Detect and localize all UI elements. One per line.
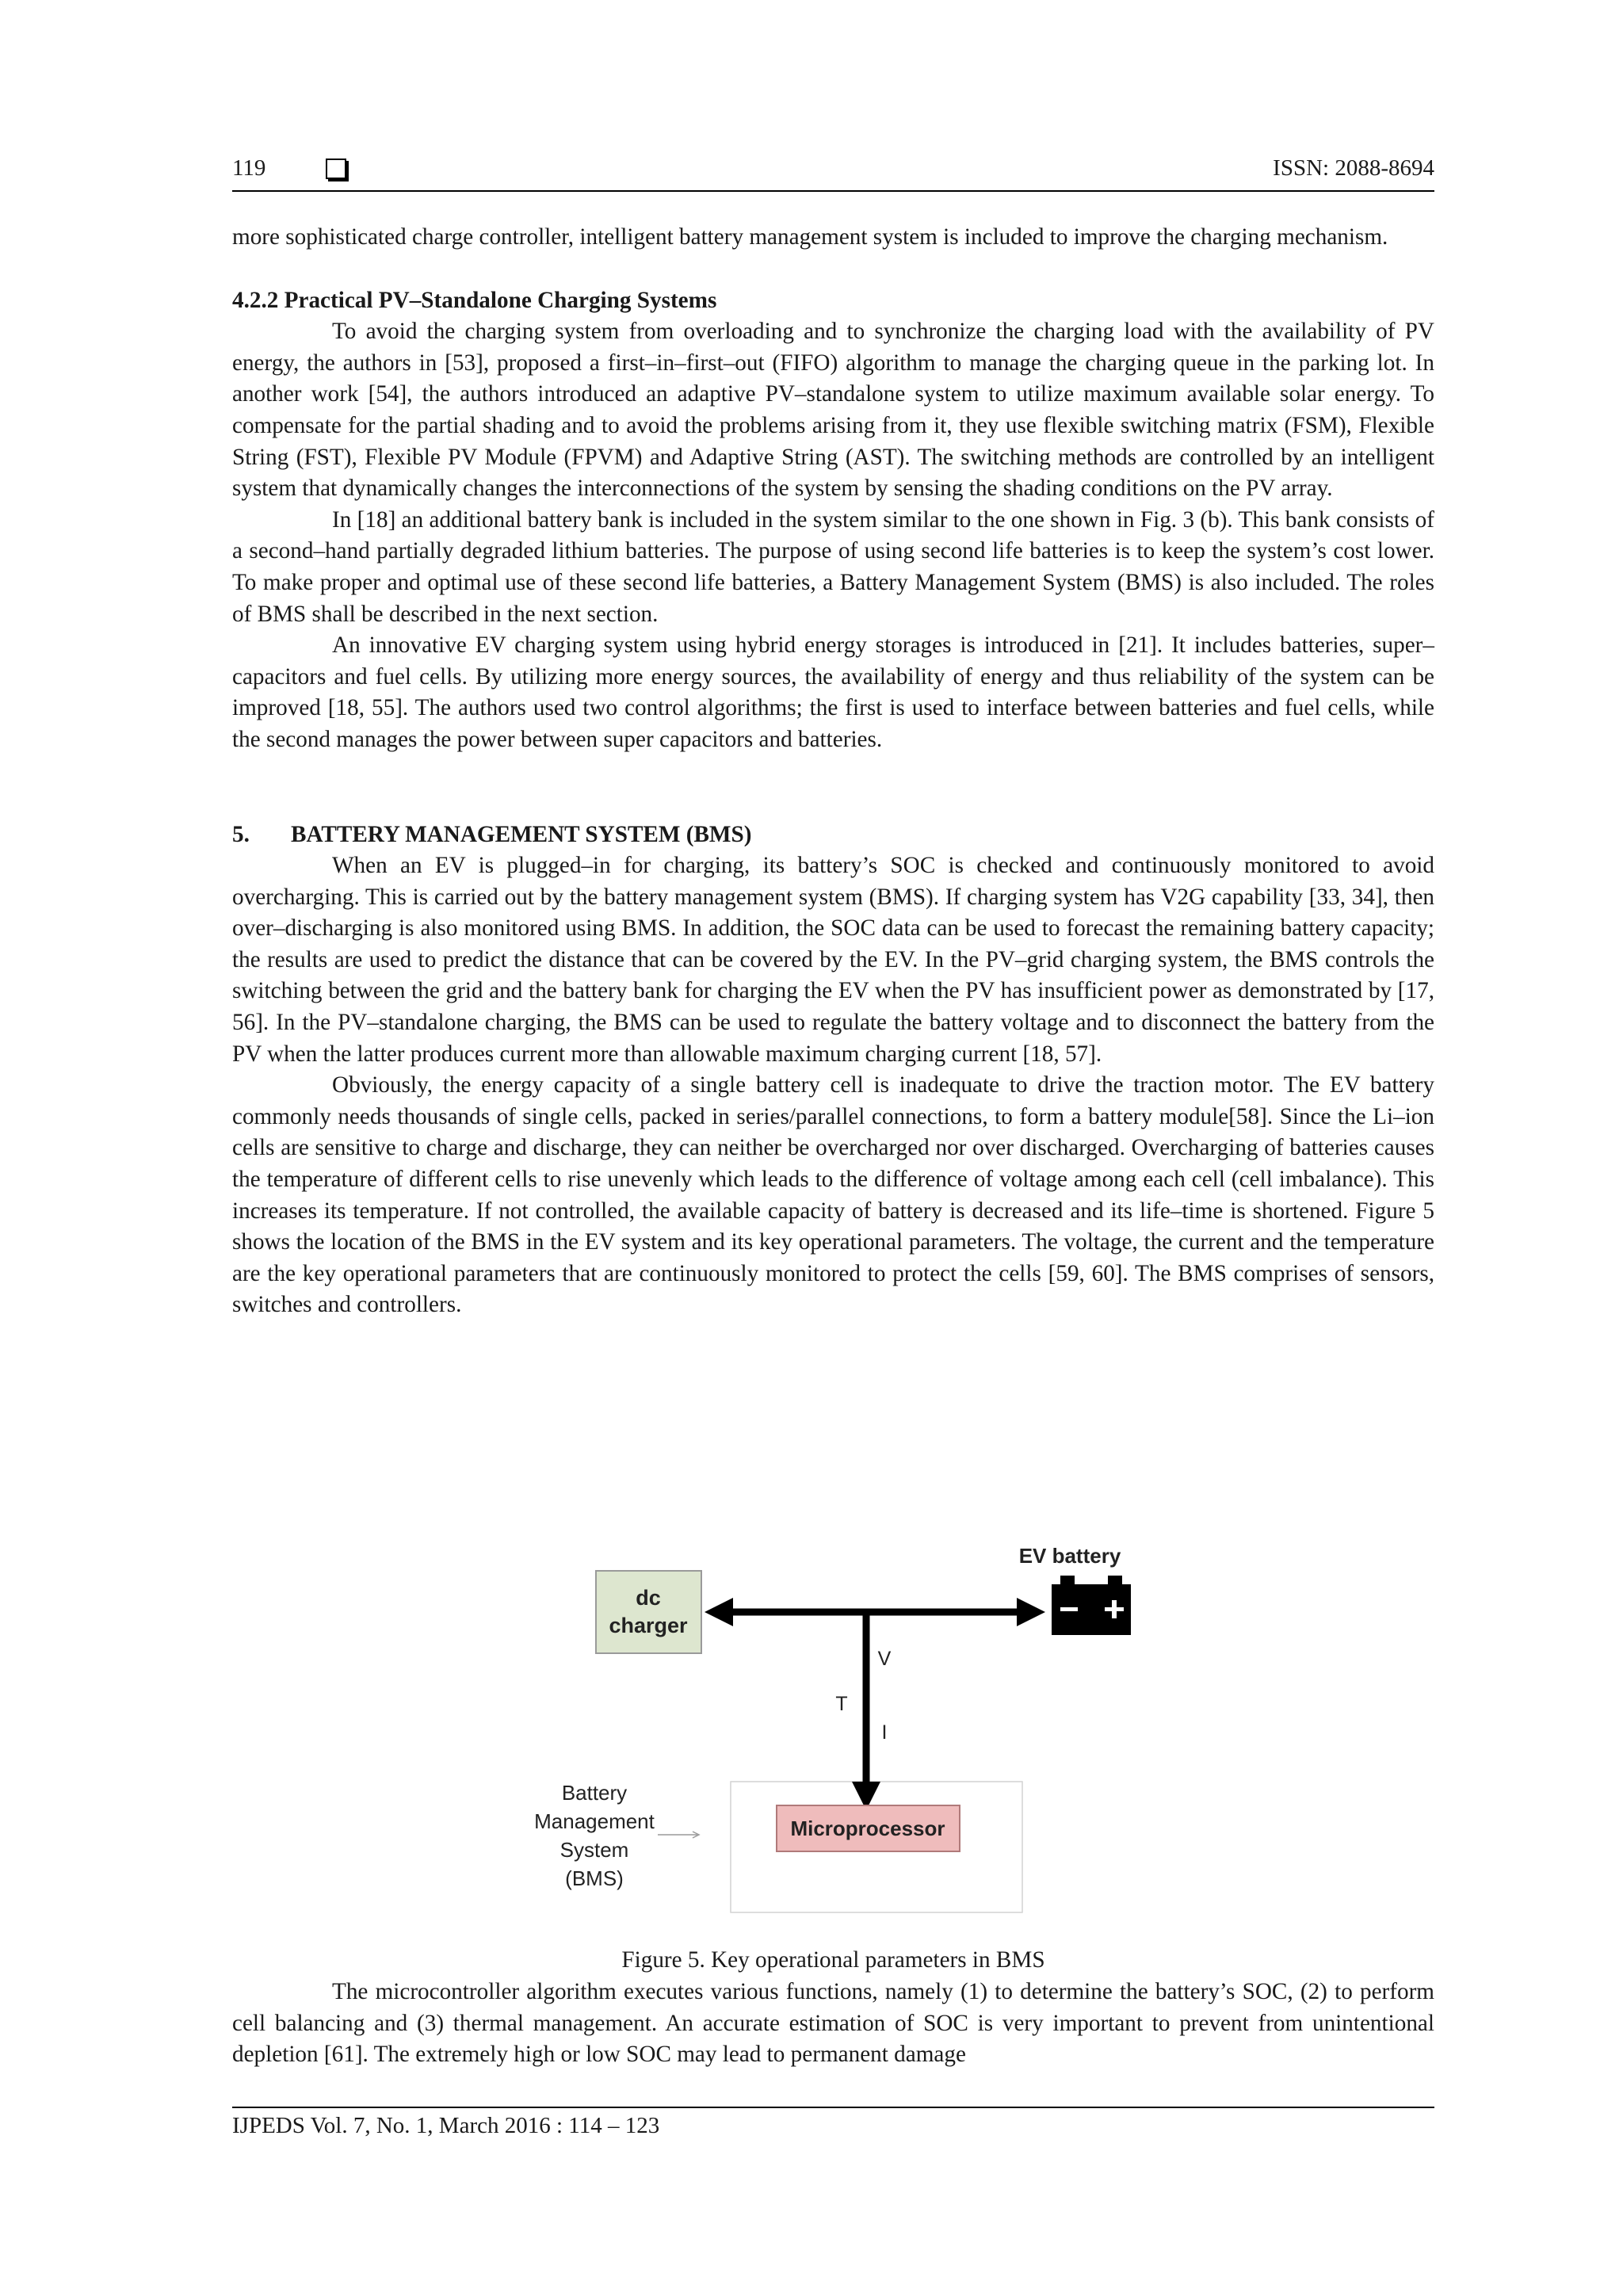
page-header: [232, 155, 1434, 192]
bms-label-line2: Management: [534, 1809, 655, 1833]
section-title-text: BATTERY MANAGEMENT SYSTEM (BMS): [291, 821, 752, 847]
bms-diagram: [515, 1530, 1149, 1926]
bms-label-line4: (BMS): [565, 1866, 624, 1890]
figure-5: [515, 1530, 1149, 1926]
ballot-box-icon: [326, 159, 346, 179]
section-title: [232, 819, 1434, 851]
intro-paragraph: more sophisticated charge controller, intelligent battery management system is included to improve the charging mechanism.: [232, 224, 1388, 250]
dc-charger-box: [596, 1571, 701, 1653]
paragraph: In [18] an additional battery bank is included in the system similar to the one shown in Fig. 3 (b). This bank consists of a second–hand partially degraded lithium batteries. The purpose of using second life batteries is to keep the system’s cost lower. To make proper and optimal use of these second life batteries, a Battery Management System (BMS) is also included. The roles of BMS shall be described in the next section.: [232, 506, 1434, 627]
dc-charger-label-line1: dc: [636, 1586, 661, 1610]
paragraph: Obviously, the energy capacity of a single battery cell is inadequate to drive the traction motor. The EV battery commonly needs thousands of single cells, packed in series/parallel connections, to form a battery module[58]. Since the Li–ion cells are sensitive to charge and discharge, they can neither be overcharged nor over discharged. Overcharging of batteries causes the temperature of different cells to rise unevenly which leads to the difference of voltage among each cell (cell imbalance). This increases its temperature. If not controlled, the available capacity of battery is decreased and its life–time is shortened. Figure 5 shows the location of the BMS in the EV system and its key operational parameters. The voltage, the current and the temperature are the key operational parameters that are continuously monitored to protect the cells [59, 60]. The BMS comprises of sensors, switches and controllers.: [232, 1072, 1434, 1318]
paragraph: When an EV is plugged–in for charging, its battery’s SOC is checked and continuously monitored to avoid overcharging. This is carried out by the battery management system (BMS). If charging system has V2G capability [33, 34], then over–discharging is also monitored using BMS. In addition, the SOC data can be used to forecast the remaining battery capacity; the results are used to predict the distance that can be covered by the EV. In the PV–grid charging system, the BMS controls the switching between the grid and the battery bank for charging the EV when the PV has insufficient power as demonstrated by [17, 56]. In the PV–standalone charging, the BMS can be used to regulate the battery voltage and to disconnect the battery from the PV when the latter produces current more than allowable maximum charging current [18, 57].: [232, 853, 1434, 1067]
paragraph: The microcontroller algorithm executes various functions, namely (1) to determine the battery’s SOC, (2) to perform cell balancing and (3) thermal management. An accurate estimation of SOC is very important to prevent from unintentional depletion [61]. The extremely high or low SOC may lead to permanent damage: [232, 1979, 1434, 2068]
footer-text: IJPEDS Vol. 7, No. 1, March 2016 : 114 – 123: [232, 2113, 660, 2138]
voltage-label: V: [877, 1648, 892, 1670]
subsection-title: 4.2.2 Practical PV–Standalone Charging Systems: [232, 287, 717, 313]
figure-caption: Figure 5. Key operational parameters in BMS: [621, 1947, 1045, 1973]
ev-battery-label: EV battery: [1018, 1544, 1121, 1568]
section-number: 5.: [232, 821, 250, 847]
microprocessor-label: Microprocessor: [790, 1817, 945, 1840]
bms-label-line1: Battery: [561, 1781, 628, 1805]
body-text-bottom: [232, 1977, 1434, 2071]
dc-charger-label-line2: charger: [609, 1614, 688, 1637]
page-footer: [232, 2107, 1434, 2139]
current-label: I: [881, 1721, 888, 1744]
paragraph: To avoid the charging system from overloading and to synchronize the charging load with the availability of PV energy, the authors in [53], proposed a first–in–first–out (FIFO) algorithm to manage the charging queue in the parking lot. In another work [54], the authors introduced an adaptive PV–standalone system to utilize maximum available solar energy. To compensate for the partial shading and to avoid the problems arising from it, they use flexible switching matrix (FSM), Flexible String (FST), Flexible PV Module (FPVM) and Adaptive String (AST). The switching methods are controlled by an intelligent system that dynamically changes the interconnections of the system by sensing the shading conditions on the PV array.: [232, 319, 1434, 502]
battery-icon: [1052, 1576, 1131, 1635]
page-number: 119: [232, 155, 266, 181]
temperature-label: T: [835, 1693, 848, 1715]
body-text-top: [232, 222, 1434, 1321]
issn-label: ISSN: 2088-8694: [1273, 155, 1434, 181]
bms-label-line3: System: [559, 1838, 629, 1862]
paragraph: An innovative EV charging system using hybrid energy storages is introduced in [21]. It includes batteries, super–capacitors and fuel cells. By utilizing more energy sources, the availability of energy and thus reliability of the system can be improved [18, 55]. The authors used two control algorithms; the first is used to interface between batteries and fuel cells, while the second manages the power between super capacitors and batteries.: [232, 632, 1434, 752]
